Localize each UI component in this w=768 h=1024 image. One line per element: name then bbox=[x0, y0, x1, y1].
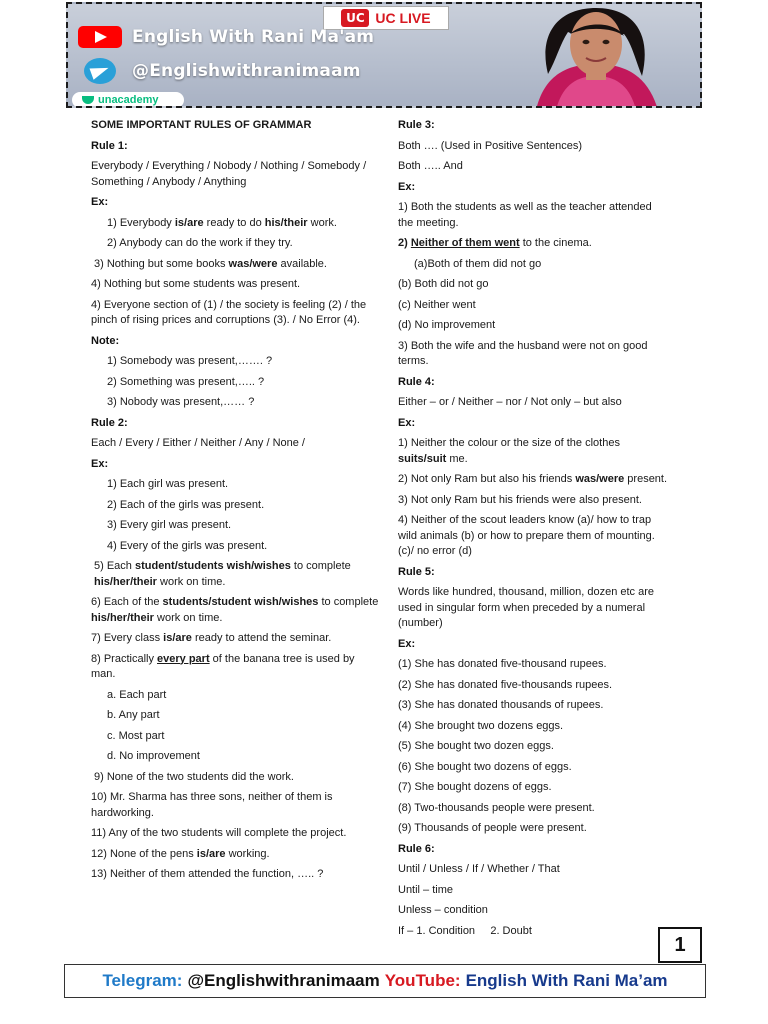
host-photo bbox=[496, 4, 696, 108]
rule-3-example-2: 2) Neither of them went to the cinema. bbox=[398, 237, 592, 249]
rule-1-note-label: Note: bbox=[91, 334, 120, 347]
youtube-row bbox=[78, 26, 374, 48]
rule-1-ex-label: Ex: bbox=[91, 196, 109, 208]
rule-3-option-d: (d) No improvement bbox=[398, 319, 496, 331]
youtube-channel-title: English With Rani Ma'am bbox=[132, 27, 375, 47]
rule-2-example-13: 13) Neither of them attended the function, ….. ? bbox=[91, 868, 324, 880]
rule-5-example-6: (6) She bought two dozens of eggs. bbox=[398, 760, 572, 773]
rule-6-line-3: If – 1. Condition 2. Doubt bbox=[398, 924, 532, 937]
rule-4-example-1: 1) Neither the colour or the size of the clothes suits/suit me. bbox=[398, 437, 620, 465]
rule-3-line-1: Both …. (Used in Positive Sentences) bbox=[398, 139, 583, 152]
rule-3-line-2: Both ….. And bbox=[398, 160, 463, 172]
rule-2-example-3: 3) Every girl was present. bbox=[107, 519, 232, 531]
uc-logo-icon: UC bbox=[341, 9, 369, 27]
rule-5-example-2: (2) She has donated five-thousands rupees. bbox=[398, 678, 613, 691]
rule-5-example-9: (9) Thousands of people were present. bbox=[398, 822, 587, 834]
rule-6-line-2: Unless – condition bbox=[398, 904, 488, 916]
rule-2-option-b: b. Any part bbox=[107, 709, 160, 721]
rule-4-words: Either – or / Neither – nor / Not only – but also bbox=[398, 396, 622, 408]
rule-1-note-2: 2) Something was present,….. ? bbox=[107, 375, 265, 388]
telegram-row bbox=[78, 58, 361, 84]
rule-2-example-10: 10) Mr. Sharma has three sons, neither of them is hardworking. bbox=[91, 791, 333, 819]
rule-4-heading: Rule 4: bbox=[398, 375, 435, 388]
rule-5-example-3: (3) She has donated thousands of rupees. bbox=[398, 699, 604, 711]
rule-5-example-1: (1) She has donated five-thousand rupees. bbox=[398, 658, 607, 670]
footer-telegram-label: Telegram: bbox=[102, 971, 183, 990]
rule-5-text: Words like hundred, thousand, million, dozen etc are used in singular form when preceded by a numeral (number) bbox=[398, 586, 654, 629]
rule-5-example-8: (8) Two-thousands people were present. bbox=[398, 801, 595, 814]
rule-2-option-d: d. No improvement bbox=[107, 750, 200, 762]
rule-5-example-7: (7) She bought dozens of eggs. bbox=[398, 781, 552, 793]
rule-1-heading: Rule 1: bbox=[91, 139, 128, 152]
rule-6-line-1: Until – time bbox=[398, 883, 454, 896]
rule-6-words: Until / Unless / If / Whether / That bbox=[398, 863, 560, 875]
rule-1-note-1: 1) Somebody was present,……. ? bbox=[107, 355, 273, 367]
rule-4-ex-label: Ex: bbox=[398, 416, 416, 429]
unacademy-badge bbox=[72, 92, 184, 108]
document-title: SOME IMPORTANT RULES OF GRAMMAR bbox=[91, 119, 312, 131]
rule-1-example-5: 4) Everyone section of (1) / the society is feeling (2) / the pinch of rising prices and corruptions (3). / No Error (4). bbox=[91, 298, 367, 326]
youtube-icon bbox=[78, 26, 122, 48]
left-column bbox=[91, 118, 381, 888]
rule-5-ex-label: Ex: bbox=[398, 637, 416, 650]
rule-1-example-1: 1) Everybody is/are ready to do his/their work. bbox=[107, 216, 337, 229]
rule-1-example-2: 2) Anybody can do the work if they try. bbox=[107, 237, 293, 249]
rule-1-example-4: 4) Nothing but some students was present. bbox=[91, 278, 301, 290]
footer-bar bbox=[64, 964, 706, 998]
rule-2-words: Each / Every / Either / Neither / Any / None / bbox=[91, 437, 305, 449]
unacademy-label: unacademy bbox=[98, 94, 159, 106]
footer-youtube-label: YouTube: bbox=[384, 971, 461, 990]
rule-1-example-3: 3) Nothing but some books was/were available. bbox=[94, 257, 327, 270]
rule-3-option-b: (b) Both did not go bbox=[398, 278, 489, 290]
rule-3-option-a: (a)Both of them did not go bbox=[414, 257, 542, 270]
rule-6-heading: Rule 6: bbox=[398, 842, 435, 855]
rule-3-option-c: (c) Neither went bbox=[398, 298, 476, 311]
rule-2-example-9: 9) None of the two students did the work. bbox=[94, 770, 294, 783]
rule-2-example-7: 7) Every class is/are ready to attend the seminar. bbox=[91, 632, 332, 644]
right-column bbox=[398, 118, 670, 944]
rule-4-example-4: 4) Neither of the scout leaders know (a)/ how to trap wild animals (b) or how to prepare them of mounting. (c)/ no error (d) bbox=[398, 514, 655, 557]
rule-2-option-a: a. Each part bbox=[107, 688, 167, 701]
rule-3-heading: Rule 3: bbox=[398, 119, 435, 131]
rule-2-example-2: 2) Each of the girls was present. bbox=[107, 498, 265, 511]
unacademy-icon bbox=[82, 96, 94, 104]
rule-5-example-5: (5) She bought two dozen eggs. bbox=[398, 740, 554, 752]
rule-2-example-12: 12) None of the pens is/are working. bbox=[91, 847, 270, 860]
rule-1-note-3: 3) Nobody was present,…… ? bbox=[107, 396, 255, 408]
footer-youtube-channel: English With Rani Ma’am bbox=[465, 971, 668, 990]
footer-telegram-handle: @Englishwithranimaam bbox=[187, 971, 380, 990]
telegram-icon bbox=[84, 58, 116, 84]
rule-5-heading: Rule 5: bbox=[398, 565, 435, 578]
telegram-handle: @Englishwithranimaam bbox=[132, 61, 361, 81]
rule-1-words: Everybody / Everything / Nobody / Nothing / Somebody / Something / Anybody / Anything bbox=[91, 160, 367, 188]
rule-2-ex-label: Ex: bbox=[91, 457, 109, 470]
header-banner bbox=[66, 2, 702, 108]
rule-4-example-2: 2) Not only Ram but also his friends was/were present. bbox=[398, 473, 668, 485]
rule-2-heading: Rule 2: bbox=[91, 416, 128, 429]
page-number: 1 bbox=[658, 927, 702, 963]
rule-2-example-4: 4) Every of the girls was present. bbox=[107, 539, 268, 552]
rule-3-ex-label: Ex: bbox=[398, 180, 416, 193]
rule-4-example-3: 3) Not only Ram but his friends were also present. bbox=[398, 493, 642, 506]
rule-3-example-3: 3) Both the wife and the husband were not on good terms. bbox=[398, 339, 648, 367]
rule-2-example-11: 11) Any of the two students will complete the project. bbox=[91, 827, 347, 839]
rule-2-example-5: 5) Each student/students wish/wishes to complete his/her/their work on time. bbox=[94, 560, 351, 588]
uc-live-label: UC LIVE bbox=[375, 10, 431, 26]
rule-3-example-1: 1) Both the students as well as the teacher attended the meeting. bbox=[398, 201, 652, 229]
rule-5-example-4: (4) She brought two dozens eggs. bbox=[398, 719, 564, 732]
rule-2-option-c: c. Most part bbox=[107, 729, 165, 742]
rule-2-example-8: 8) Practically every part of the banana tree is used by man. bbox=[91, 652, 355, 680]
rule-2-example-1: 1) Each girl was present. bbox=[107, 478, 229, 490]
rule-2-example-6: 6) Each of the students/student wish/wishes to complete his/her/their work on time. bbox=[91, 596, 379, 624]
